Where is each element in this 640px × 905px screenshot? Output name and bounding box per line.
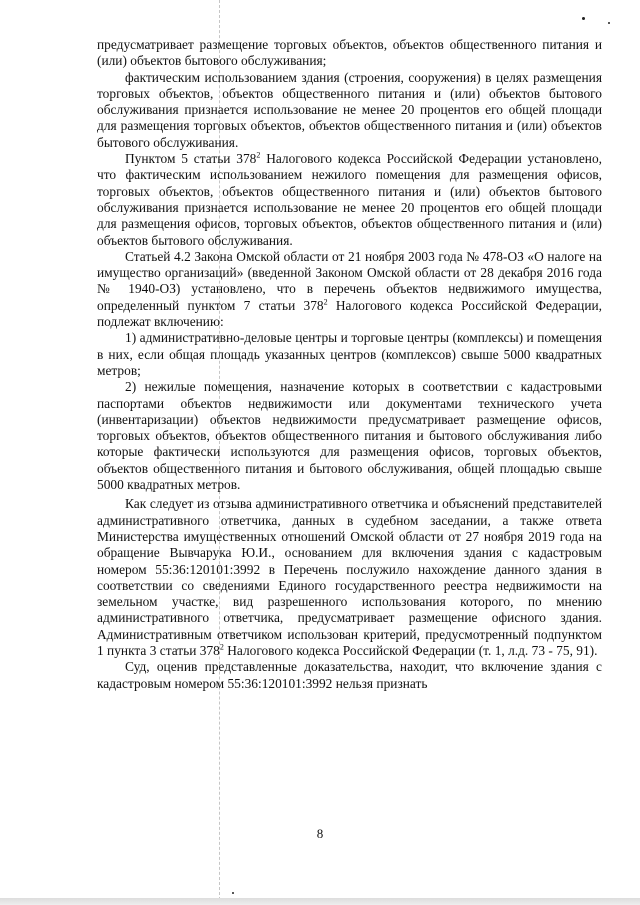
page-number: 8 <box>316 826 324 841</box>
scan-speck <box>608 22 610 24</box>
document-body <box>97 37 602 692</box>
scan-bottom-edge <box>0 898 640 905</box>
scan-speck <box>582 17 585 20</box>
paragraph: 1) административно-деловые центры и торговые центры (комплексы) и помещения в них, если общая площадь указанных центров (комплексов) свыше 5000 квадратных метров; <box>97 330 602 378</box>
superscript-two: 2 <box>219 642 224 652</box>
paragraph: Пунктом 5 статьи $378^2$ Налогового кодекса Российской Федерации установлено, что фактическим использованием нежилого помещения для размещения офисов, торговых объектов, объектов общественного питания и (или) объектов бытового обслуживания признается использование не менее 20 процентов его общей площади для размещения офисов, торговых объектов, объектов общественного питания и (или) объектов бытового обслуживания. <box>97 150 602 248</box>
superscript-two: 2 <box>323 297 328 307</box>
paragraph: предусматривает размещение торговых объектов, объектов общественного питания и (или) объектов бытового обслуживания; <box>97 37 602 69</box>
paragraph: 2) нежилые помещения, назначение которых в соответствии с кадастровыми паспортами объектов недвижимости или документами технического учета (инвентаризации) объектов недвижимости предусматривает размещение офисов, торговых объектов, объектов общественного питания и бытового обслуживания либо которые фактически используются для размещения офисов, торговых объектов, объектов общественного питания и бытового обслуживания, общей площадью свыше 5000 квадратных метров. <box>97 379 602 493</box>
paragraph: Суд, оценив представленные доказательства, находит, что включение здания с кадастровым номером 55:36:120101:3992 нельзя признать <box>97 659 602 691</box>
scan-speck <box>232 892 234 894</box>
paragraph: фактическим использованием здания (строения, сооружения) в целях размещения торговых объектов, объектов общественного питания и (или) объектов бытового обслуживания признается использование не менее 20 процентов его общей площади для размещения торговых объектов, объектов общественного питания и (или) объектов бытового обслуживания. <box>97 69 602 150</box>
paragraph: Статьей 4.2 Закона Омской области от 21 ноября 2003 года № 478-ОЗ «О налоге на имущество организаций» (введенной Законом Омской области от 28 декабря 2016 года № 1940-ОЗ) установлено, что в перечень объектов недвижимого имущества, определенный пунктом 7 статьи $378^2$ Налогового кодекса Российской Федерации, подлежат включению: <box>97 248 602 330</box>
paragraph: Как следует из отзыва административного ответчика и объяснений представителей административного ответчика, данных в судебном заседании, а также ответа Министерства имущественных отношений Омской области от 27 ноября 2019 года на обращение Вывчарука Ю.И., основанием для включения здания с кадастровым номером 55:36:120101:3992 в Перечень послужило нахождение данного здания в соответствии со сведениями Единого государственного реестра недвижимости на земельном участке, вид разрешенного использования которого, по мнению административного ответчика, предусматривает размещение офисного здания. Административным ответчиком использован критерий, предусмотренный подпунктом 1 пункта 3 статьи $378^2$ Налогового кодекса Российской Федерации (т. 1, л.д. 73 - 75, 91). <box>97 496 602 658</box>
superscript-two: 2 <box>256 150 261 160</box>
